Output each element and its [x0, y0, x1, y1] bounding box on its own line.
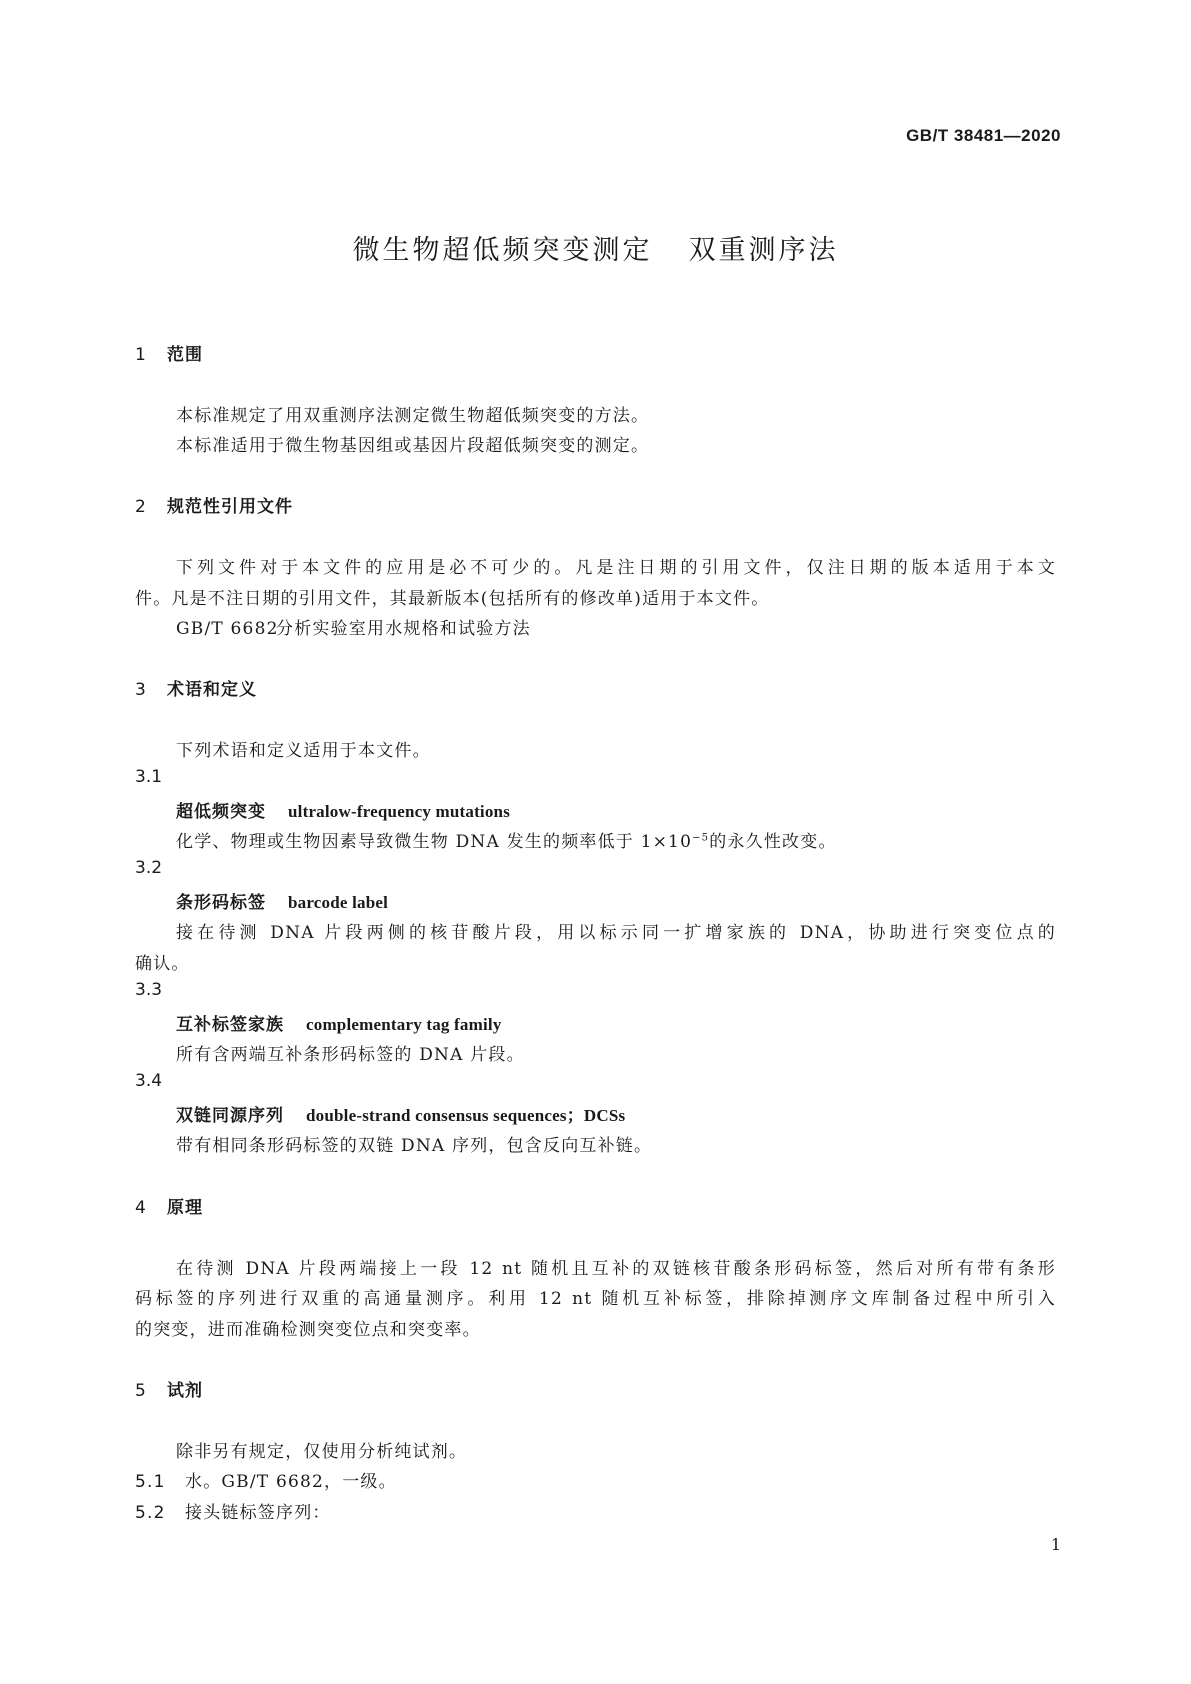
term-definition-line2: 确认。 — [135, 954, 190, 974]
s2-paragraph-line1: 下列文件对于本文件的应用是必不可少的。凡是注日期的引用文件，仅注日期的版本适用于本文 — [176, 558, 1056, 578]
term-en: double-strand consensus sequences；DCSs — [306, 1106, 626, 1125]
term-en: ultralow-frequency mutations — [288, 802, 511, 821]
s1-paragraph-2: 本标准适用于微生物基因组或基因片段超低频突变的测定。 — [176, 436, 650, 456]
term-definition — [176, 827, 837, 852]
exponent: −5 — [692, 832, 710, 844]
item-number: 5.2 — [135, 1503, 166, 1523]
term-heading — [176, 1010, 502, 1035]
section-4-heading — [135, 1193, 203, 1218]
item-text: 接头链标签序列： — [185, 1503, 331, 1523]
section-number: 1 — [135, 345, 147, 365]
section-1-heading — [135, 340, 203, 365]
section-number: 5 — [135, 1381, 147, 1401]
term-heading — [176, 1101, 625, 1126]
term-number: 3.4 — [135, 1071, 163, 1091]
term-zh: 双链同源序列 — [176, 1106, 284, 1126]
definition-text-end: 的永久性改变。 — [709, 832, 837, 852]
title-part1: 微生物超低频突变测定 — [352, 235, 653, 266]
term-number: 3.1 — [135, 767, 163, 787]
normative-reference — [176, 614, 531, 639]
term-zh: 超低频突变 — [176, 802, 266, 822]
s4-paragraph-line1: 在待测 DNA 片段两端接上一段 12 nt 随机且互补的双链核苷酸条形码标签，然后对所有带有条形 — [176, 1259, 1056, 1279]
section-title: 术语和定义 — [167, 680, 257, 700]
section-number: 3 — [135, 680, 147, 700]
s4-paragraph-line2: 码标签的序列进行双重的高通量测序。利用 12 nt 随机互补标签，排除掉测序文库制备过程中所引入 — [135, 1289, 1056, 1309]
reference-title: 分析实验室用水规格和试验方法 — [276, 619, 531, 639]
term-en: barcode label — [288, 893, 389, 912]
term-en: complementary tag family — [306, 1015, 502, 1034]
section-5-heading — [135, 1376, 203, 1401]
term-definition: 所有含两端互补条形码标签的 DNA 片段。 — [176, 1045, 525, 1065]
section-3-heading — [135, 675, 257, 700]
item-text: 水。GB/T 6682，一级。 — [185, 1472, 397, 1492]
section-title: 规范性引用文件 — [167, 497, 293, 517]
term-definition: 带有相同条形码标签的双链 DNA 序列，包含反向互补链。 — [176, 1136, 653, 1156]
reference-code: GB/T 6682 — [176, 619, 279, 639]
term-number: 3.2 — [135, 858, 163, 878]
s5-intro: 除非另有规定，仅使用分析纯试剂。 — [176, 1442, 468, 1462]
s3-intro: 下列术语和定义适用于本文件。 — [176, 741, 431, 761]
term-heading — [176, 797, 510, 822]
term-zh: 互补标签家族 — [176, 1015, 284, 1035]
term-heading — [176, 888, 388, 913]
s1-paragraph-1: 本标准规定了用双重测序法测定微生物超低频突变的方法。 — [176, 406, 650, 426]
term-number: 3.3 — [135, 980, 163, 1000]
s5-item-1 — [135, 1467, 397, 1492]
standard-code: GB/T 38481—2020 — [906, 126, 1061, 145]
term-zh: 条形码标签 — [176, 893, 266, 913]
s5-item-2 — [135, 1498, 331, 1523]
section-number: 2 — [135, 497, 147, 517]
term-definition-line1: 接在待测 DNA 片段两侧的核苷酸片段，用以标示同一扩增家族的 DNA，协助进行突变位点的 — [176, 923, 1056, 943]
title-part2: 双重测序法 — [688, 235, 839, 266]
section-title: 试剂 — [167, 1381, 203, 1401]
section-number: 4 — [135, 1198, 147, 1218]
s4-paragraph-line3: 的突变，进而准确检测突变位点和突变率。 — [135, 1320, 481, 1340]
section-title: 范围 — [167, 345, 203, 365]
item-number: 5.1 — [135, 1472, 166, 1492]
page-number: 1 — [1050, 1535, 1061, 1554]
section-2-heading — [135, 492, 293, 517]
section-title: 原理 — [167, 1198, 203, 1218]
page-title — [0, 228, 1191, 267]
s2-paragraph-line2: 件。凡是不注日期的引用文件，其最新版本(包括所有的修改单)适用于本文件。 — [135, 589, 770, 609]
definition-text: 化学、物理或生物因素导致微生物 DNA 发生的频率低于 1×10 — [176, 832, 693, 852]
